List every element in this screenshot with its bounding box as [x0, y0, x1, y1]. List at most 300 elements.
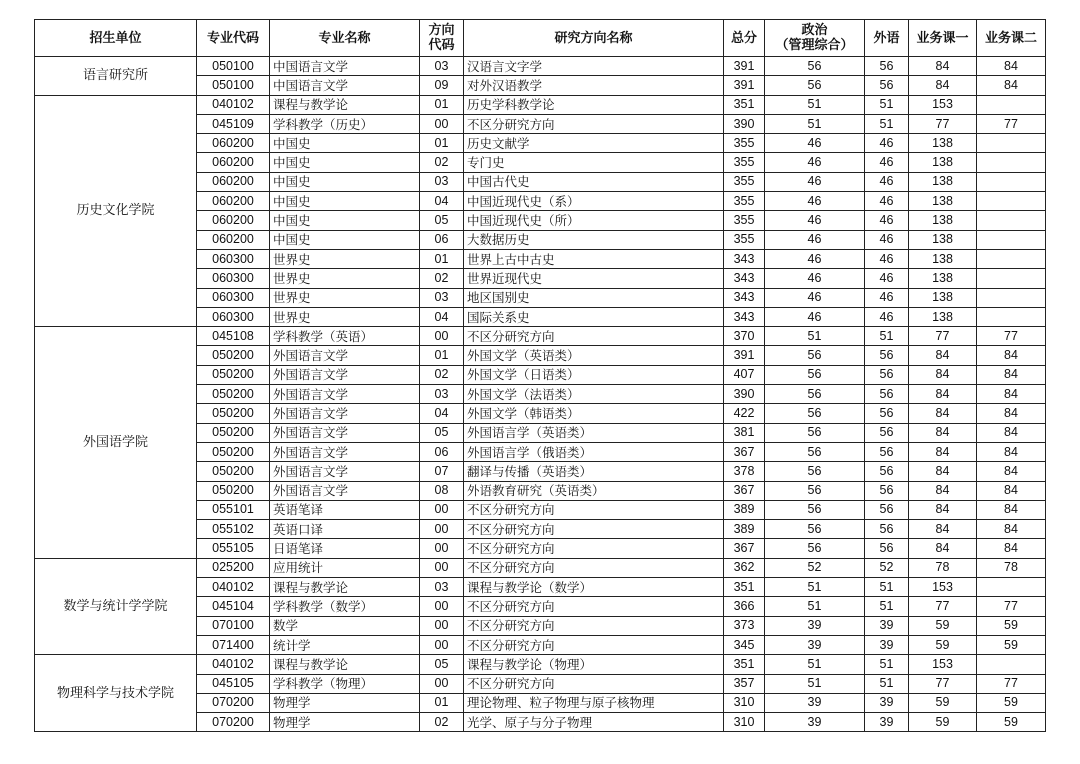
- direction-code-cell: 05: [420, 655, 464, 674]
- unit-cell: 语言研究所: [35, 57, 197, 96]
- course-one-score-cell: 84: [909, 500, 977, 519]
- politics-score-cell: 51: [765, 674, 865, 693]
- direction-name-cell: 国际关系史: [464, 307, 724, 326]
- direction-name-cell: 大数据历史: [464, 230, 724, 249]
- course-two-score-cell: [977, 288, 1046, 307]
- major-code-cell: 050200: [197, 404, 270, 423]
- header-course-two: 业务课二: [977, 20, 1046, 57]
- major-code-cell: 060300: [197, 249, 270, 268]
- major-code-cell: 045109: [197, 114, 270, 133]
- major-code-cell: 060200: [197, 134, 270, 153]
- direction-name-cell: 历史文献学: [464, 134, 724, 153]
- direction-code-cell: 06: [420, 442, 464, 461]
- course-two-score-cell: [977, 578, 1046, 597]
- header-politics: 政治 （管理综合）: [765, 20, 865, 57]
- course-two-score-cell: [977, 134, 1046, 153]
- course-one-score-cell: 59: [909, 635, 977, 654]
- unit-cell: 外国语学院: [35, 327, 197, 559]
- politics-score-cell: 51: [765, 655, 865, 674]
- direction-code-cell: 00: [420, 597, 464, 616]
- total-score-cell: 351: [724, 578, 765, 597]
- direction-code-cell: 00: [420, 616, 464, 635]
- major-name-cell: 外国语言文学: [270, 462, 420, 481]
- total-score-cell: 351: [724, 655, 765, 674]
- politics-score-cell: 46: [765, 249, 865, 268]
- politics-score-cell: 46: [765, 172, 865, 191]
- major-code-cell: 071400: [197, 635, 270, 654]
- header-row: [35, 20, 1046, 57]
- course-one-score-cell: 138: [909, 269, 977, 288]
- direction-code-cell: 02: [420, 269, 464, 288]
- politics-score-cell: 56: [765, 404, 865, 423]
- foreign-language-score-cell: 51: [865, 114, 909, 133]
- direction-code-cell: 01: [420, 346, 464, 365]
- course-one-score-cell: 153: [909, 95, 977, 114]
- foreign-language-score-cell: 46: [865, 172, 909, 191]
- direction-code-cell: 00: [420, 674, 464, 693]
- direction-name-cell: 不区分研究方向: [464, 635, 724, 654]
- politics-score-cell: 46: [765, 211, 865, 230]
- politics-score-cell: 52: [765, 558, 865, 577]
- direction-code-cell: 04: [420, 307, 464, 326]
- direction-code-cell: 05: [420, 423, 464, 442]
- header-course-one: 业务课一: [909, 20, 977, 57]
- total-score-cell: 343: [724, 307, 765, 326]
- course-one-score-cell: 59: [909, 616, 977, 635]
- course-two-score-cell: 77: [977, 114, 1046, 133]
- course-one-score-cell: 138: [909, 230, 977, 249]
- course-one-score-cell: 77: [909, 674, 977, 693]
- major-name-cell: 世界史: [270, 288, 420, 307]
- course-one-score-cell: 138: [909, 134, 977, 153]
- direction-code-cell: 00: [420, 520, 464, 539]
- course-two-score-cell: 59: [977, 713, 1046, 732]
- major-code-cell: 070200: [197, 713, 270, 732]
- course-two-score-cell: [977, 192, 1046, 211]
- total-score-cell: 355: [724, 172, 765, 191]
- politics-score-cell: 46: [765, 134, 865, 153]
- course-two-score-cell: 84: [977, 365, 1046, 384]
- direction-code-cell: 00: [420, 635, 464, 654]
- foreign-language-score-cell: 46: [865, 153, 909, 172]
- major-name-cell: 日语笔译: [270, 539, 420, 558]
- foreign-language-score-cell: 51: [865, 327, 909, 346]
- course-two-score-cell: [977, 172, 1046, 191]
- course-two-score-cell: 84: [977, 520, 1046, 539]
- politics-score-cell: 56: [765, 57, 865, 76]
- foreign-language-score-cell: 46: [865, 307, 909, 326]
- course-one-score-cell: 84: [909, 539, 977, 558]
- direction-name-cell: 外国文学（法语类）: [464, 385, 724, 404]
- total-score-cell: 310: [724, 713, 765, 732]
- direction-code-cell: 00: [420, 327, 464, 346]
- course-two-score-cell: [977, 269, 1046, 288]
- foreign-language-score-cell: 56: [865, 462, 909, 481]
- direction-name-cell: 专门史: [464, 153, 724, 172]
- total-score-cell: 310: [724, 693, 765, 712]
- foreign-language-score-cell: 51: [865, 597, 909, 616]
- major-code-cell: 060200: [197, 192, 270, 211]
- politics-score-cell: 56: [765, 423, 865, 442]
- major-code-cell: 070200: [197, 693, 270, 712]
- direction-code-cell: 00: [420, 539, 464, 558]
- total-score-cell: 351: [724, 95, 765, 114]
- course-two-score-cell: [977, 249, 1046, 268]
- total-score-cell: 390: [724, 114, 765, 133]
- unit-cell: 物理科学与技术学院: [35, 655, 197, 732]
- foreign-language-score-cell: 56: [865, 481, 909, 500]
- course-two-score-cell: 84: [977, 404, 1046, 423]
- direction-name-cell: 不区分研究方向: [464, 539, 724, 558]
- politics-score-cell: 56: [765, 385, 865, 404]
- major-code-cell: 050200: [197, 442, 270, 461]
- major-code-cell: 050100: [197, 57, 270, 76]
- major-code-cell: 040102: [197, 578, 270, 597]
- politics-score-cell: 46: [765, 230, 865, 249]
- politics-score-cell: 56: [765, 365, 865, 384]
- unit-cell: 数学与统计学学院: [35, 558, 197, 654]
- direction-code-cell: 02: [420, 713, 464, 732]
- foreign-language-score-cell: 51: [865, 95, 909, 114]
- direction-name-cell: 不区分研究方向: [464, 558, 724, 577]
- direction-name-cell: 不区分研究方向: [464, 500, 724, 519]
- major-code-cell: 060200: [197, 172, 270, 191]
- foreign-language-score-cell: 56: [865, 500, 909, 519]
- course-one-score-cell: 78: [909, 558, 977, 577]
- direction-code-cell: 01: [420, 693, 464, 712]
- direction-code-cell: 08: [420, 481, 464, 500]
- politics-score-cell: 56: [765, 346, 865, 365]
- major-code-cell: 060300: [197, 269, 270, 288]
- major-name-cell: 世界史: [270, 249, 420, 268]
- course-one-score-cell: 84: [909, 404, 977, 423]
- major-name-cell: 物理学: [270, 713, 420, 732]
- politics-score-cell: 56: [765, 500, 865, 519]
- total-score-cell: 367: [724, 442, 765, 461]
- total-score-cell: 378: [724, 462, 765, 481]
- major-name-cell: 外国语言文学: [270, 481, 420, 500]
- header-unit: 招生单位: [35, 20, 197, 57]
- course-one-score-cell: 77: [909, 597, 977, 616]
- major-name-cell: 数学: [270, 616, 420, 635]
- direction-name-cell: 中国古代史: [464, 172, 724, 191]
- politics-score-cell: 51: [765, 578, 865, 597]
- politics-score-cell: 51: [765, 597, 865, 616]
- major-name-cell: 学科教学（数学）: [270, 597, 420, 616]
- course-one-score-cell: 84: [909, 423, 977, 442]
- direction-name-cell: 外国文学（韩语类）: [464, 404, 724, 423]
- major-name-cell: 外国语言文学: [270, 404, 420, 423]
- total-score-cell: 357: [724, 674, 765, 693]
- table-row: [35, 327, 1046, 346]
- header-direction-code: 方向 代码: [420, 20, 464, 57]
- direction-name-cell: 外国文学（日语类）: [464, 365, 724, 384]
- major-name-cell: 学科教学（历史）: [270, 114, 420, 133]
- table-row: [35, 655, 1046, 674]
- header-major-name: 专业名称: [270, 20, 420, 57]
- total-score-cell: 422: [724, 404, 765, 423]
- politics-score-cell: 56: [765, 462, 865, 481]
- major-code-cell: 050200: [197, 462, 270, 481]
- course-one-score-cell: 59: [909, 713, 977, 732]
- table-row: [35, 558, 1046, 577]
- direction-name-cell: 历史学科教学论: [464, 95, 724, 114]
- direction-code-cell: 00: [420, 500, 464, 519]
- table-row: [35, 95, 1046, 114]
- total-score-cell: 391: [724, 346, 765, 365]
- direction-code-cell: 04: [420, 404, 464, 423]
- course-one-score-cell: 84: [909, 76, 977, 95]
- direction-name-cell: 世界上古中古史: [464, 249, 724, 268]
- direction-code-cell: 02: [420, 153, 464, 172]
- foreign-language-score-cell: 46: [865, 211, 909, 230]
- course-two-score-cell: 84: [977, 57, 1046, 76]
- foreign-language-score-cell: 56: [865, 423, 909, 442]
- foreign-language-score-cell: 39: [865, 713, 909, 732]
- direction-code-cell: 06: [420, 230, 464, 249]
- major-code-cell: 040102: [197, 655, 270, 674]
- table-header: [35, 20, 1046, 57]
- direction-code-cell: 03: [420, 172, 464, 191]
- direction-code-cell: 09: [420, 76, 464, 95]
- course-one-score-cell: 138: [909, 288, 977, 307]
- direction-name-cell: 不区分研究方向: [464, 597, 724, 616]
- major-code-cell: 060200: [197, 153, 270, 172]
- major-name-cell: 学科教学（物理）: [270, 674, 420, 693]
- major-code-cell: 050200: [197, 365, 270, 384]
- direction-code-cell: 02: [420, 365, 464, 384]
- major-name-cell: 中国史: [270, 230, 420, 249]
- total-score-cell: 389: [724, 520, 765, 539]
- politics-score-cell: 56: [765, 520, 865, 539]
- course-two-score-cell: 59: [977, 693, 1046, 712]
- direction-code-cell: 05: [420, 211, 464, 230]
- direction-code-cell: 07: [420, 462, 464, 481]
- politics-score-cell: 46: [765, 288, 865, 307]
- foreign-language-score-cell: 39: [865, 693, 909, 712]
- course-one-score-cell: 138: [909, 307, 977, 326]
- course-one-score-cell: 138: [909, 172, 977, 191]
- course-two-score-cell: 84: [977, 462, 1046, 481]
- header-direction-name: 研究方向名称: [464, 20, 724, 57]
- course-two-score-cell: 84: [977, 423, 1046, 442]
- politics-score-cell: 51: [765, 95, 865, 114]
- course-one-score-cell: 84: [909, 462, 977, 481]
- total-score-cell: 362: [724, 558, 765, 577]
- direction-name-cell: 不区分研究方向: [464, 114, 724, 133]
- major-name-cell: 中国语言文学: [270, 57, 420, 76]
- direction-name-cell: 外国文学（英语类）: [464, 346, 724, 365]
- major-code-cell: 050100: [197, 76, 270, 95]
- course-two-score-cell: 84: [977, 385, 1046, 404]
- major-code-cell: 060300: [197, 288, 270, 307]
- foreign-language-score-cell: 56: [865, 520, 909, 539]
- major-code-cell: 070100: [197, 616, 270, 635]
- foreign-language-score-cell: 46: [865, 192, 909, 211]
- major-name-cell: 中国语言文学: [270, 76, 420, 95]
- major-code-cell: 045105: [197, 674, 270, 693]
- total-score-cell: 355: [724, 153, 765, 172]
- total-score-cell: 343: [724, 249, 765, 268]
- course-two-score-cell: 78: [977, 558, 1046, 577]
- direction-code-cell: 01: [420, 249, 464, 268]
- course-two-score-cell: 84: [977, 539, 1046, 558]
- major-name-cell: 中国史: [270, 134, 420, 153]
- foreign-language-score-cell: 52: [865, 558, 909, 577]
- course-two-score-cell: [977, 655, 1046, 674]
- major-code-cell: 060200: [197, 211, 270, 230]
- foreign-language-score-cell: 56: [865, 346, 909, 365]
- foreign-language-score-cell: 46: [865, 249, 909, 268]
- major-name-cell: 英语口译: [270, 520, 420, 539]
- foreign-language-score-cell: 56: [865, 57, 909, 76]
- major-code-cell: 050200: [197, 385, 270, 404]
- major-code-cell: 025200: [197, 558, 270, 577]
- direction-name-cell: 课程与教学论（数学）: [464, 578, 724, 597]
- major-name-cell: 世界史: [270, 307, 420, 326]
- politics-score-cell: 46: [765, 269, 865, 288]
- course-two-score-cell: 77: [977, 327, 1046, 346]
- total-score-cell: 345: [724, 635, 765, 654]
- foreign-language-score-cell: 56: [865, 385, 909, 404]
- direction-name-cell: 理论物理、粒子物理与原子核物理: [464, 693, 724, 712]
- course-one-score-cell: 138: [909, 153, 977, 172]
- foreign-language-score-cell: 56: [865, 539, 909, 558]
- direction-name-cell: 中国近现代史（系）: [464, 192, 724, 211]
- course-two-score-cell: 77: [977, 674, 1046, 693]
- course-two-score-cell: 84: [977, 481, 1046, 500]
- major-code-cell: 040102: [197, 95, 270, 114]
- direction-name-cell: 汉语言文字学: [464, 57, 724, 76]
- major-name-cell: 中国史: [270, 211, 420, 230]
- unit-cell: 历史文化学院: [35, 95, 197, 327]
- course-two-score-cell: 84: [977, 442, 1046, 461]
- politics-score-cell: 39: [765, 693, 865, 712]
- course-two-score-cell: [977, 307, 1046, 326]
- course-two-score-cell: [977, 95, 1046, 114]
- score-table: [34, 19, 1046, 732]
- course-two-score-cell: [977, 153, 1046, 172]
- major-name-cell: 中国史: [270, 153, 420, 172]
- foreign-language-score-cell: 46: [865, 269, 909, 288]
- total-score-cell: 355: [724, 230, 765, 249]
- total-score-cell: 367: [724, 481, 765, 500]
- direction-name-cell: 外国语言学（英语类）: [464, 423, 724, 442]
- course-one-score-cell: 59: [909, 693, 977, 712]
- course-one-score-cell: 77: [909, 327, 977, 346]
- foreign-language-score-cell: 39: [865, 616, 909, 635]
- major-code-cell: 045108: [197, 327, 270, 346]
- direction-name-cell: 课程与教学论（物理）: [464, 655, 724, 674]
- total-score-cell: 343: [724, 269, 765, 288]
- direction-name-cell: 不区分研究方向: [464, 616, 724, 635]
- direction-name-cell: 地区国别史: [464, 288, 724, 307]
- course-one-score-cell: 84: [909, 481, 977, 500]
- direction-code-cell: 03: [420, 578, 464, 597]
- course-one-score-cell: 138: [909, 249, 977, 268]
- course-one-score-cell: 153: [909, 578, 977, 597]
- major-code-cell: 055102: [197, 520, 270, 539]
- major-code-cell: 060300: [197, 307, 270, 326]
- major-code-cell: 050200: [197, 423, 270, 442]
- course-one-score-cell: 138: [909, 192, 977, 211]
- table-row: [35, 57, 1046, 76]
- direction-name-cell: 光学、原子与分子物理: [464, 713, 724, 732]
- total-score-cell: 355: [724, 134, 765, 153]
- politics-score-cell: 39: [765, 635, 865, 654]
- politics-score-cell: 56: [765, 442, 865, 461]
- total-score-cell: 391: [724, 76, 765, 95]
- major-name-cell: 外国语言文学: [270, 423, 420, 442]
- major-code-cell: 055101: [197, 500, 270, 519]
- course-two-score-cell: [977, 230, 1046, 249]
- foreign-language-score-cell: 56: [865, 76, 909, 95]
- header-foreign-language: 外语: [865, 20, 909, 57]
- course-two-score-cell: 84: [977, 346, 1046, 365]
- politics-score-cell: 46: [765, 192, 865, 211]
- course-one-score-cell: 77: [909, 114, 977, 133]
- course-two-score-cell: 59: [977, 616, 1046, 635]
- politics-score-cell: 56: [765, 539, 865, 558]
- course-one-score-cell: 153: [909, 655, 977, 674]
- course-one-score-cell: 138: [909, 211, 977, 230]
- politics-score-cell: 51: [765, 114, 865, 133]
- total-score-cell: 381: [724, 423, 765, 442]
- politics-score-cell: 39: [765, 713, 865, 732]
- direction-name-cell: 不区分研究方向: [464, 674, 724, 693]
- major-name-cell: 外国语言文学: [270, 385, 420, 404]
- foreign-language-score-cell: 46: [865, 230, 909, 249]
- major-name-cell: 学科教学（英语）: [270, 327, 420, 346]
- direction-name-cell: 外语教育研究（英语类）: [464, 481, 724, 500]
- politics-score-cell: 46: [765, 307, 865, 326]
- course-two-score-cell: 84: [977, 76, 1046, 95]
- direction-code-cell: 01: [420, 95, 464, 114]
- course-two-score-cell: 59: [977, 635, 1046, 654]
- direction-code-cell: 00: [420, 558, 464, 577]
- major-code-cell: 050200: [197, 481, 270, 500]
- direction-code-cell: 04: [420, 192, 464, 211]
- politics-score-cell: 46: [765, 153, 865, 172]
- course-two-score-cell: 77: [977, 597, 1046, 616]
- direction-name-cell: 世界近现代史: [464, 269, 724, 288]
- total-score-cell: 355: [724, 192, 765, 211]
- total-score-cell: 366: [724, 597, 765, 616]
- major-name-cell: 英语笔译: [270, 500, 420, 519]
- foreign-language-score-cell: 56: [865, 365, 909, 384]
- foreign-language-score-cell: 51: [865, 578, 909, 597]
- total-score-cell: 391: [724, 57, 765, 76]
- direction-code-cell: 03: [420, 288, 464, 307]
- total-score-cell: 367: [724, 539, 765, 558]
- course-one-score-cell: 84: [909, 346, 977, 365]
- major-code-cell: 045104: [197, 597, 270, 616]
- major-name-cell: 世界史: [270, 269, 420, 288]
- direction-name-cell: 不区分研究方向: [464, 327, 724, 346]
- total-score-cell: 390: [724, 385, 765, 404]
- major-code-cell: 060200: [197, 230, 270, 249]
- major-name-cell: 物理学: [270, 693, 420, 712]
- direction-code-cell: 03: [420, 385, 464, 404]
- major-name-cell: 外国语言文学: [270, 365, 420, 384]
- major-name-cell: 应用统计: [270, 558, 420, 577]
- total-score-cell: 373: [724, 616, 765, 635]
- table-body: [35, 57, 1046, 732]
- total-score-cell: 370: [724, 327, 765, 346]
- course-two-score-cell: 84: [977, 500, 1046, 519]
- politics-score-cell: 56: [765, 76, 865, 95]
- direction-name-cell: 对外汉语教学: [464, 76, 724, 95]
